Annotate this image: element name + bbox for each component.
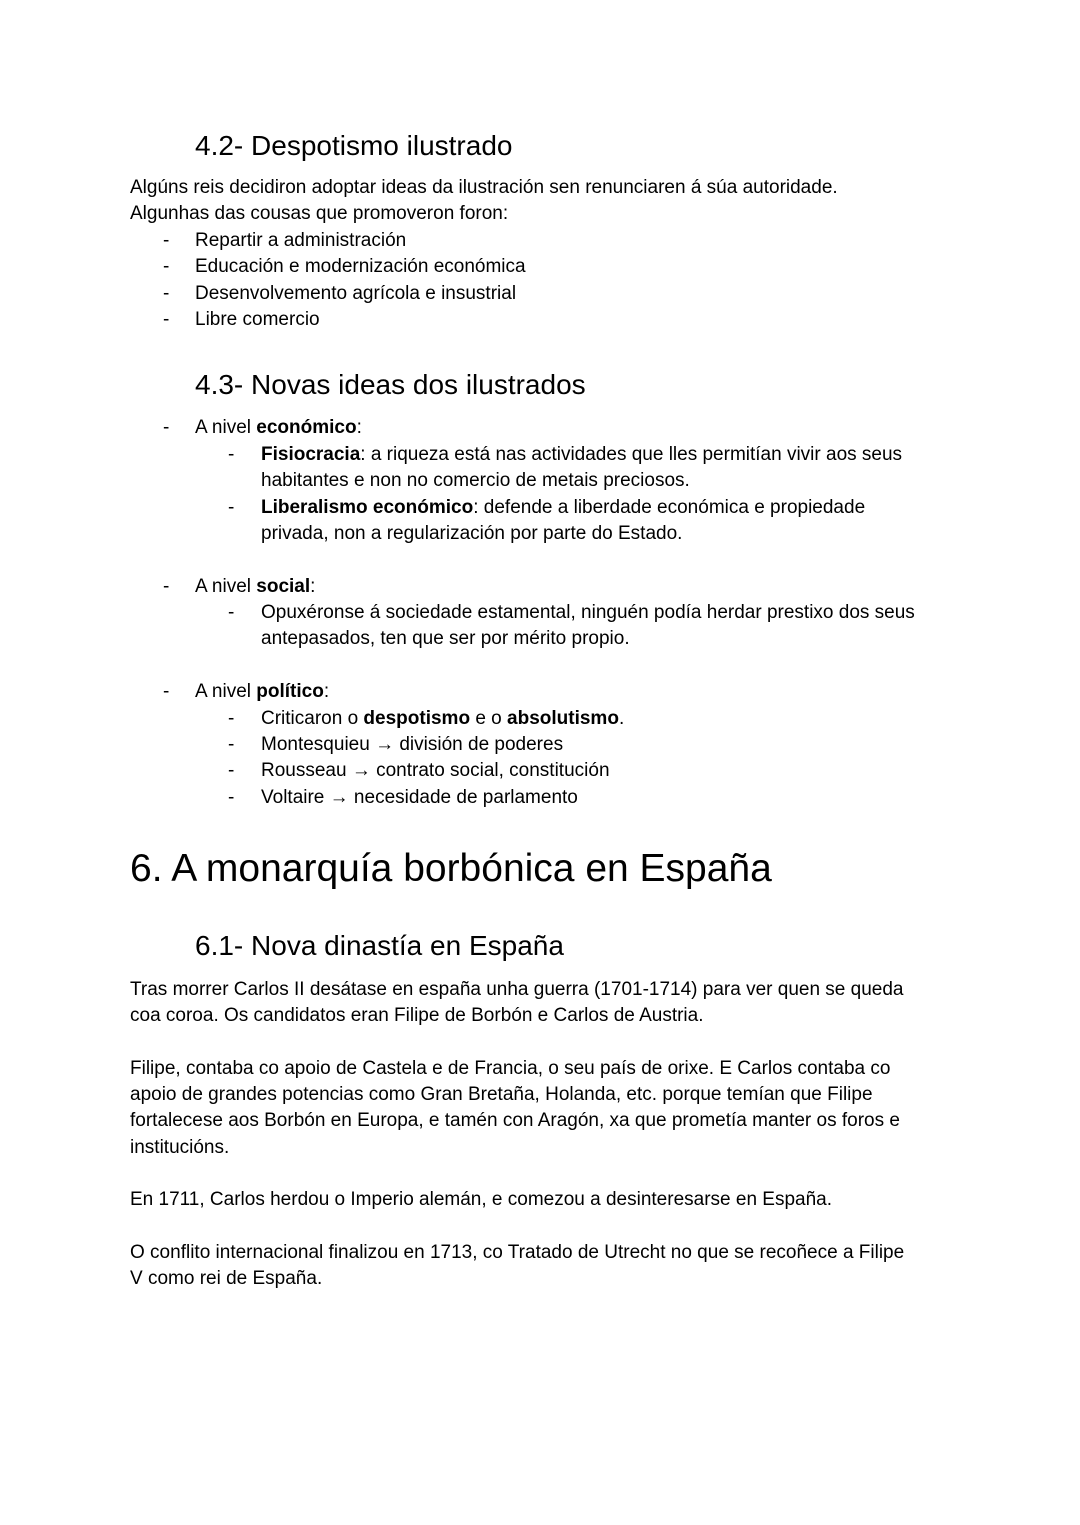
paragraph-line: V como rei de España. — [130, 1268, 323, 1289]
list-item-continuation: privada, non a regularización por parte do Estado. — [261, 523, 683, 544]
list-item: Voltaire → necesidade de parlamento — [261, 787, 578, 808]
label-prefix: A nivel — [195, 681, 257, 702]
paragraph-intro-line2: Algunhas das cousas que promoveron foron: — [130, 203, 509, 224]
text: Criticaron o — [261, 708, 364, 729]
bullet-dash: - — [163, 576, 170, 597]
list-item: Libre comercio — [195, 309, 320, 330]
label-prefix: A nivel — [195, 417, 257, 438]
bullet-dash: - — [228, 760, 235, 781]
bullet-dash: - — [228, 444, 235, 465]
text: . — [618, 708, 625, 729]
economic-level-label — [195, 415, 362, 441]
label-suffix: : — [356, 417, 362, 438]
list-item-criticism — [261, 706, 624, 732]
bullet-dash: - — [228, 734, 235, 755]
term-despotismo: despotismo — [363, 708, 471, 729]
bullet-dash: - — [228, 602, 235, 623]
list-item: Desenvolvemento agrícola e insustrial — [195, 283, 517, 304]
list-item: Montesquieu → división de poderes — [261, 734, 564, 755]
paragraph-intro-line1: Algúns reis decidiron adoptar ideas da ilustración sen renunciaren á súa autoridade. — [130, 177, 838, 198]
list-item: Opuxéronse á sociedade estamental, ninguén podía herdar prestixo dos seus — [261, 602, 915, 623]
label-suffix: : — [310, 576, 316, 597]
paragraph-line: institucións. — [130, 1137, 230, 1158]
heading-6-1: 6.1- Nova dinastía en España — [195, 930, 564, 961]
label-prefix: A nivel — [195, 576, 257, 597]
keyword-social: social — [256, 576, 311, 597]
list-item-continuation: antepasados, ten que ser por mérito propio. — [261, 628, 630, 649]
keyword-economic: económico — [256, 417, 357, 438]
term-absolutismo: absolutismo — [507, 708, 619, 729]
list-item-continuation: habitantes e non no comercio de metais preciosos. — [261, 470, 690, 491]
bullet-dash: - — [163, 230, 170, 251]
social-level-label — [195, 574, 315, 600]
definition-text: : defende a liberdade económica e propiedade — [473, 497, 866, 518]
paragraph-line: apoio de grandes potencias como Gran Bretaña, Holanda, etc. porque temían que Filipe — [130, 1084, 873, 1105]
list-item-liberalismo — [261, 495, 865, 521]
definition-text: : a riqueza está nas actividades que lles permitían vivir aos seus — [360, 444, 903, 465]
bullet-dash: - — [163, 283, 170, 304]
list-item-fisiocracia — [261, 442, 902, 468]
paragraph-line: En 1711, Carlos herdou o Imperio alemán, e comezou a desinteresarse en España. — [130, 1189, 833, 1210]
term-liberalismo: Liberalismo económico — [261, 497, 474, 518]
list-item: Educación e modernización económica — [195, 256, 526, 277]
heading-4-3: 4.3- Novas ideas dos ilustrados — [195, 369, 586, 400]
bullet-dash: - — [163, 417, 170, 438]
heading-6: 6. A monarquía borbónica en España — [130, 847, 772, 890]
label-suffix: : — [323, 681, 330, 702]
bullet-dash: - — [228, 497, 235, 518]
keyword-political: político — [256, 681, 324, 702]
term-fisiocracia: Fisiocracia — [261, 444, 361, 465]
paragraph-line: Filipe, contaba co apoio de Castela e de Francia, o seu país de orixe. E Carlos contaba co — [130, 1058, 891, 1079]
heading-4-2: 4.2- Despotismo ilustrado — [195, 130, 513, 161]
bullet-dash: - — [228, 787, 235, 808]
list-item: Repartir a administración — [195, 230, 407, 251]
bullet-dash: - — [163, 681, 170, 702]
bullet-dash: - — [163, 309, 170, 330]
paragraph-line: Tras morrer Carlos II desátase en españa unha guerra (1701-1714) para ver quen se queda — [130, 979, 904, 1000]
list-item: Rousseau → contrato social, constitución — [261, 760, 610, 781]
text: e o — [470, 708, 508, 729]
paragraph-line: O conflito internacional finalizou en 1713, co Tratado de Utrecht no que se recoñece a Filipe — [130, 1242, 905, 1263]
paragraph-line: fortalecese aos Borbón en Europa, e tamén con Aragón, xa que prometía manter os foros e — [130, 1110, 900, 1131]
paragraph-line: coa coroa. Os candidatos eran Filipe de Borbón e Carlos de Austria. — [130, 1005, 704, 1026]
bullet-dash: - — [163, 256, 170, 277]
bullet-dash: - — [228, 708, 235, 729]
political-level-label — [195, 679, 329, 705]
